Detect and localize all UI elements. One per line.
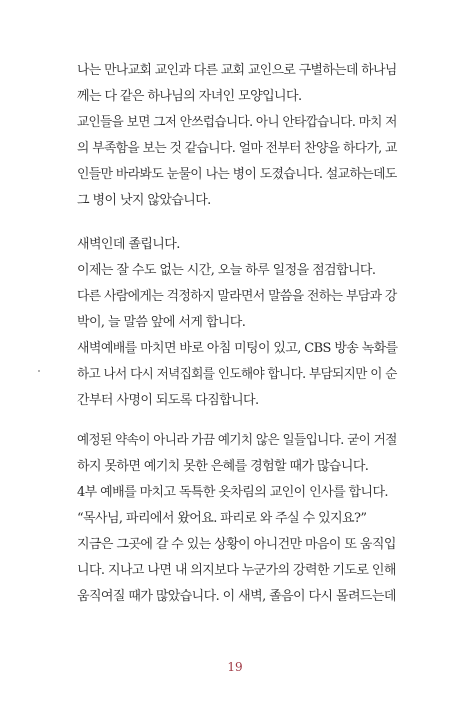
text-line: 그 병이 낫지 않았습니다. [77,193,211,208]
text-line: 하지 못하면 예기치 못한 은혜를 경험할 때가 많습니다. [77,459,369,474]
paragraph-3 [77,428,397,610]
text-line: 예정된 약속이 아니라 가끔 예기치 않은 일들입니다. 굳이 거절 [77,433,397,448]
text-line: “목사님, 파리에서 왔어요. 파리로 와 주실 수 있지요?” [77,511,367,526]
text-line: 박이, 늘 말씀 앞에 서게 합니다. [77,315,246,330]
text-line: 의 부족함을 보는 것 같습니다. 얼마 전부터 찬양을 하다가, 교 [77,141,397,156]
text-line: 교인들을 보면 그저 안쓰럽습니다. 아니 안타깝습니다. 마치 저 [77,115,397,130]
text-line: 다른 사람에게는 걱정하지 말라면서 말씀을 전하는 부담과 강 [77,289,397,304]
text-line: 이제는 잘 수도 없는 시간, 오늘 하루 일정을 점검합니다. [77,263,376,278]
page-number: 19 [227,660,243,674]
text-line: 하고 나서 다시 저녁집회를 인도해야 합니다. 부담되지만 이 순 [77,367,397,382]
text-line: 간부터 사명이 되도록 다짐합니다. [77,393,259,408]
text-line: 움직여질 때가 많았습니다. 이 새벽, 졸음이 다시 몰려드는데 [77,589,396,604]
paragraph-1 [77,58,397,214]
text-line: 니다. 지나고 나면 내 의지보다 누군가의 강력한 기도로 인해 [77,563,396,578]
text-line: 새벽인데 졸립니다. [77,237,180,252]
margin-mark [38,370,40,372]
paragraph-2 [77,232,397,414]
text-line: 께는 다 같은 하나님의 자녀인 모양입니다. [77,89,302,104]
text-line: 새벽예배를 마치면 바로 아침 미팅이 있고, CBS 방송 녹화를 [77,341,398,356]
text-line: 지금은 그곳에 갈 수 있는 상황이 아니건만 마음이 또 움직입 [77,537,396,552]
text-line: 나는 만나교회 교인과 다른 교회 교인으로 구별하는데 하나님 [77,63,397,78]
text-line: 인들만 바라봐도 눈물이 나는 병이 도졌습니다. 설교하는데도 [77,167,397,182]
text-line: 4부 예배를 마치고 독특한 옷차림의 교인이 인사를 합니다. [77,485,388,500]
